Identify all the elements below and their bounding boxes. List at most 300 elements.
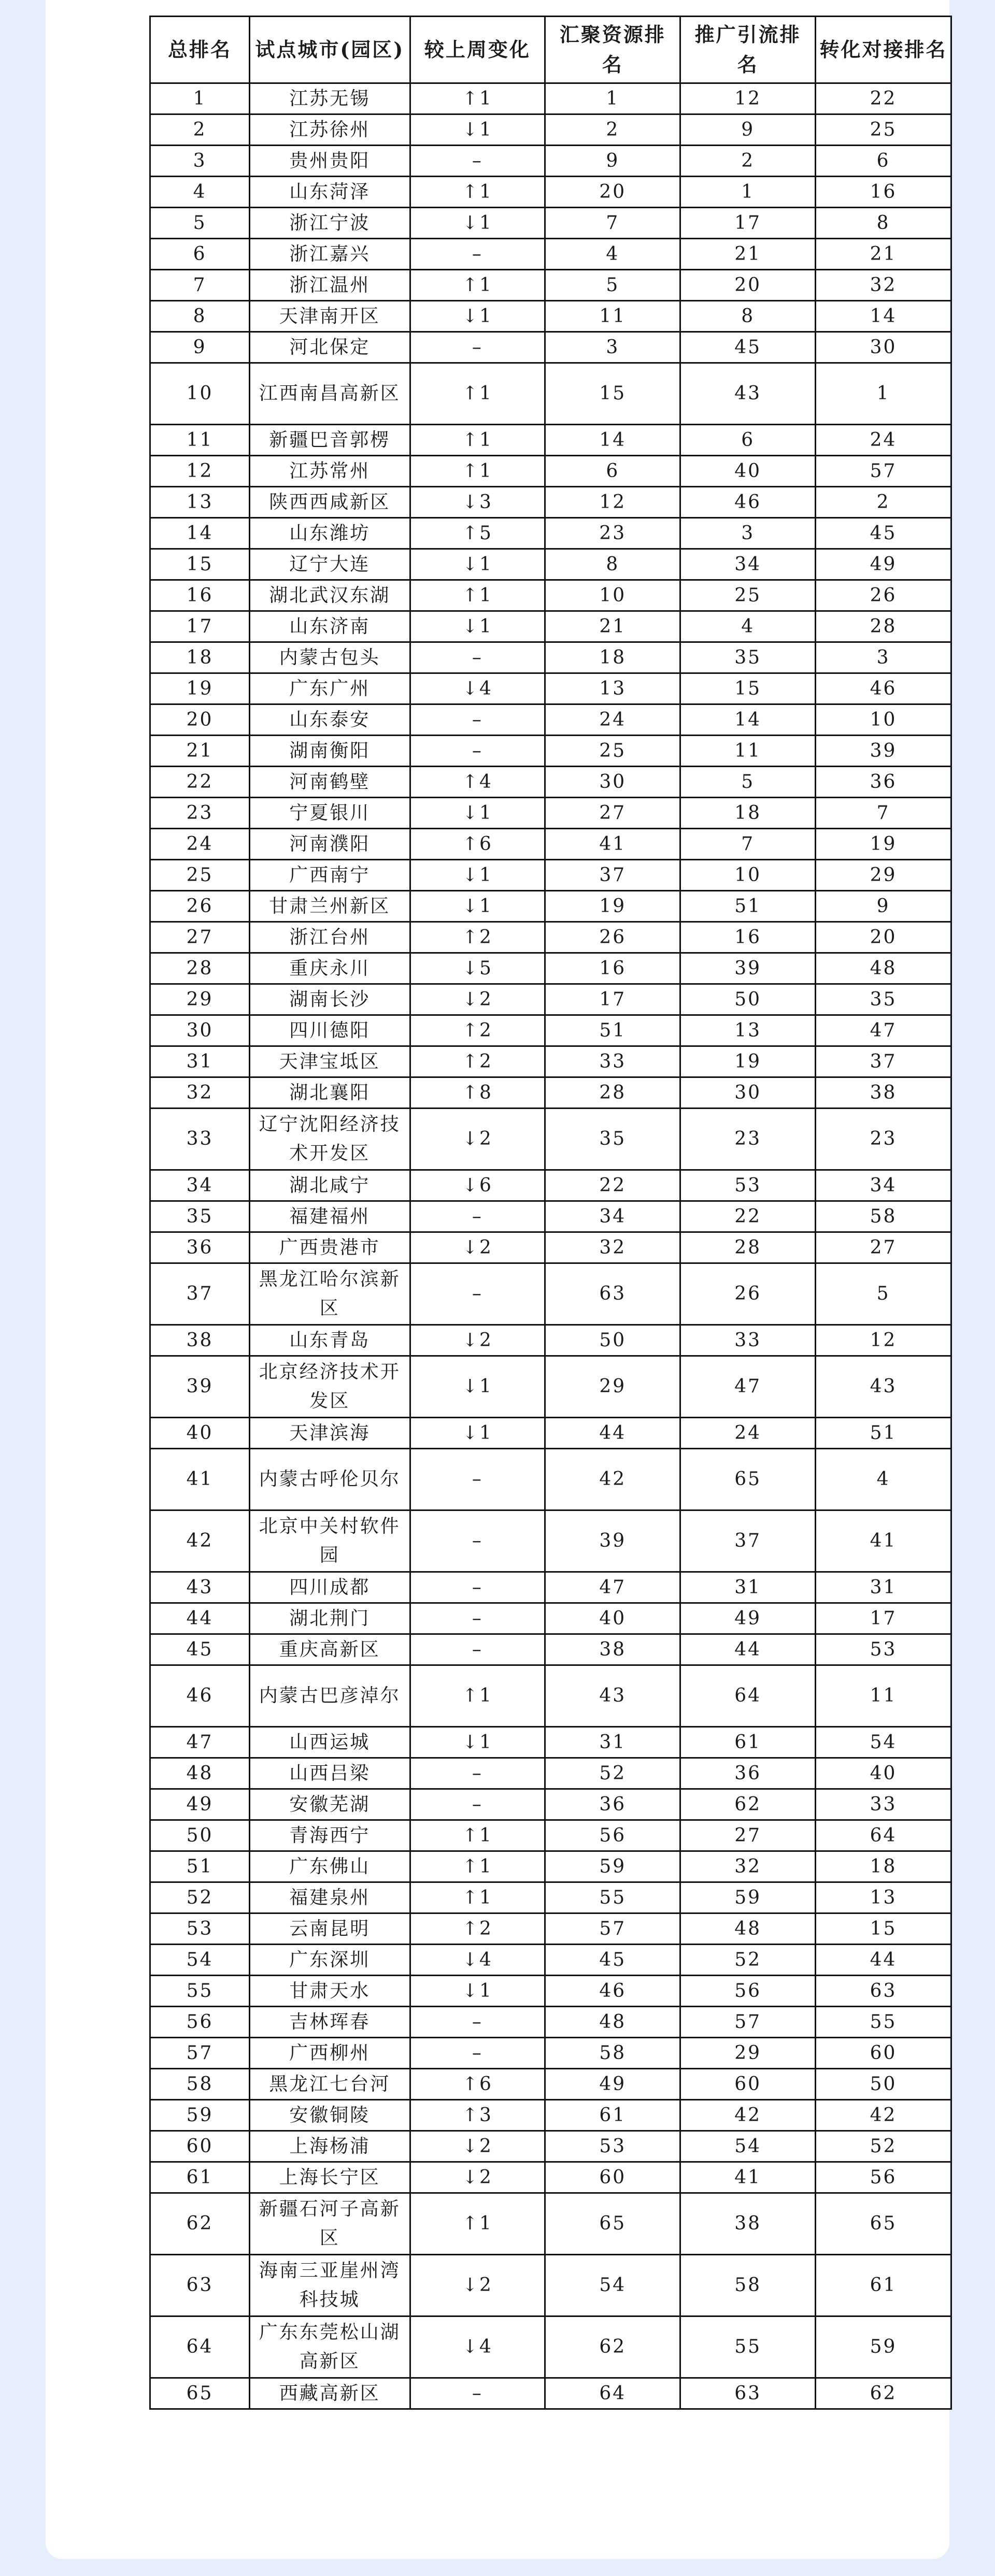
cell-weekly-change: ↓1 — [410, 1356, 545, 1418]
cell-weekly-change: ↓1 — [410, 208, 545, 239]
table-row — [150, 2316, 951, 2378]
cell-conversion-rank: 65 — [816, 2193, 951, 2255]
cell-weekly-change: – — [410, 1572, 545, 1603]
cell-resource-rank: 4 — [545, 239, 680, 270]
cell-promotion-rank: 1 — [680, 177, 816, 208]
table-row — [150, 1325, 951, 1356]
cell-promotion-rank: 7 — [680, 829, 816, 860]
table-row — [150, 301, 951, 332]
cell-total-rank: 63 — [150, 2255, 250, 2316]
cell-total-rank: 20 — [150, 704, 250, 736]
cell-resource-rank: 13 — [545, 673, 680, 704]
cell-promotion-rank: 25 — [680, 580, 816, 611]
cell-promotion-rank: 63 — [680, 2378, 816, 2409]
table-row — [150, 1634, 951, 1665]
cell-pilot-city: 宁夏银川 — [250, 798, 410, 829]
cell-total-rank: 65 — [150, 2378, 250, 2409]
cell-conversion-rank: 64 — [816, 1820, 951, 1851]
cell-promotion-rank: 53 — [680, 1170, 816, 1201]
cell-conversion-rank: 18 — [816, 1851, 951, 1882]
cell-conversion-rank: 49 — [816, 549, 951, 580]
cell-conversion-rank: 19 — [816, 829, 951, 860]
cell-resource-rank: 29 — [545, 1356, 680, 1418]
cell-weekly-change: ↑8 — [410, 1077, 545, 1109]
cell-pilot-city: 湖北咸宁 — [250, 1170, 410, 1201]
cell-conversion-rank: 16 — [816, 177, 951, 208]
cell-promotion-rank: 47 — [680, 1356, 816, 1418]
cell-pilot-city: 重庆高新区 — [250, 1634, 410, 1665]
cell-weekly-change: ↑1 — [410, 2193, 545, 2255]
cell-resource-rank: 21 — [545, 611, 680, 642]
cell-total-rank: 4 — [150, 177, 250, 208]
cell-promotion-rank: 12 — [680, 83, 816, 114]
cell-total-rank: 35 — [150, 1201, 250, 1232]
cell-total-rank: 37 — [150, 1263, 250, 1325]
cell-pilot-city: 四川德阳 — [250, 1015, 410, 1046]
cell-total-rank: 9 — [150, 332, 250, 363]
cell-promotion-rank: 38 — [680, 2193, 816, 2255]
table-row — [150, 1263, 951, 1325]
cell-conversion-rank: 10 — [816, 704, 951, 736]
cell-weekly-change: ↓3 — [410, 487, 545, 518]
cell-promotion-rank: 42 — [680, 2100, 816, 2131]
cell-resource-rank: 25 — [545, 736, 680, 767]
cell-conversion-rank: 56 — [816, 2162, 951, 2193]
table-row — [150, 425, 951, 456]
cell-promotion-rank: 36 — [680, 1758, 816, 1789]
cell-weekly-change: ↓2 — [410, 984, 545, 1015]
cell-weekly-change: – — [410, 736, 545, 767]
cell-conversion-rank: 39 — [816, 736, 951, 767]
cell-resource-rank: 56 — [545, 1820, 680, 1851]
cell-resource-rank: 64 — [545, 2378, 680, 2409]
cell-resource-rank: 61 — [545, 2100, 680, 2131]
cell-promotion-rank: 16 — [680, 922, 816, 953]
cell-pilot-city: 贵州贵阳 — [250, 146, 410, 177]
cell-total-rank: 12 — [150, 456, 250, 487]
cell-weekly-change: ↑6 — [410, 2069, 545, 2100]
cell-weekly-change: ↓4 — [410, 673, 545, 704]
cell-resource-rank: 15 — [545, 363, 680, 425]
cell-resource-rank: 52 — [545, 1758, 680, 1789]
table-row — [150, 549, 951, 580]
table-row — [150, 239, 951, 270]
cell-promotion-rank: 50 — [680, 984, 816, 1015]
cell-pilot-city: 广西南宁 — [250, 860, 410, 891]
cell-total-rank: 54 — [150, 1945, 250, 1976]
cell-total-rank: 47 — [150, 1727, 250, 1758]
header-conversion-rank: 转化对接排名 — [816, 17, 951, 83]
cell-pilot-city: 安徽芜湖 — [250, 1789, 410, 1820]
cell-total-rank: 19 — [150, 673, 250, 704]
cell-pilot-city: 江苏徐州 — [250, 114, 410, 146]
table-row — [150, 829, 951, 860]
cell-promotion-rank: 29 — [680, 2038, 816, 2069]
cell-pilot-city: 内蒙古包头 — [250, 642, 410, 673]
cell-pilot-city: 天津滨海 — [250, 1418, 410, 1449]
cell-resource-rank: 55 — [545, 1882, 680, 1913]
cell-promotion-rank: 37 — [680, 1510, 816, 1572]
cell-pilot-city: 海南三亚崖州湾科技城 — [250, 2255, 410, 2316]
cell-resource-rank: 42 — [545, 1449, 680, 1510]
cell-total-rank: 36 — [150, 1232, 250, 1263]
cell-pilot-city: 江苏无锡 — [250, 83, 410, 114]
cell-resource-rank: 28 — [545, 1077, 680, 1109]
cell-conversion-rank: 14 — [816, 301, 951, 332]
cell-conversion-rank: 53 — [816, 1634, 951, 1665]
table-row — [150, 673, 951, 704]
cell-conversion-rank: 58 — [816, 1201, 951, 1232]
cell-pilot-city: 安徽铜陵 — [250, 2100, 410, 2131]
cell-resource-rank: 32 — [545, 1232, 680, 1263]
cell-conversion-rank: 35 — [816, 984, 951, 1015]
cell-promotion-rank: 15 — [680, 673, 816, 704]
cell-pilot-city: 广西柳州 — [250, 2038, 410, 2069]
table-row — [150, 2038, 951, 2069]
cell-resource-rank: 62 — [545, 2316, 680, 2378]
cell-pilot-city: 山东青岛 — [250, 1325, 410, 1356]
cell-conversion-rank: 50 — [816, 2069, 951, 2100]
cell-weekly-change: ↓1 — [410, 1976, 545, 2007]
cell-promotion-rank: 8 — [680, 301, 816, 332]
cell-weekly-change: ↑2 — [410, 1913, 545, 1945]
cell-resource-rank: 41 — [545, 829, 680, 860]
cell-pilot-city: 广东佛山 — [250, 1851, 410, 1882]
cell-conversion-rank: 24 — [816, 425, 951, 456]
cell-weekly-change: ↓4 — [410, 2316, 545, 2378]
cell-total-rank: 52 — [150, 1882, 250, 1913]
cell-resource-rank: 26 — [545, 922, 680, 953]
cell-total-rank: 43 — [150, 1572, 250, 1603]
cell-conversion-rank: 7 — [816, 798, 951, 829]
cell-resource-rank: 7 — [545, 208, 680, 239]
cell-pilot-city: 湖南衡阳 — [250, 736, 410, 767]
cell-pilot-city: 湖北荆门 — [250, 1603, 410, 1634]
cell-conversion-rank: 34 — [816, 1170, 951, 1201]
cell-conversion-rank: 62 — [816, 2378, 951, 2409]
cell-promotion-rank: 14 — [680, 704, 816, 736]
table-row — [150, 518, 951, 549]
cell-resource-rank: 33 — [545, 1046, 680, 1077]
ranking-table — [149, 16, 952, 2410]
cell-total-rank: 21 — [150, 736, 250, 767]
cell-pilot-city: 内蒙古呼伦贝尔 — [250, 1449, 410, 1510]
table-row — [150, 208, 951, 239]
cell-resource-rank: 54 — [545, 2255, 680, 2316]
cell-resource-rank: 17 — [545, 984, 680, 1015]
cell-weekly-change: ↑1 — [410, 270, 545, 301]
cell-resource-rank: 37 — [545, 860, 680, 891]
cell-conversion-rank: 63 — [816, 1976, 951, 2007]
table-row — [150, 798, 951, 829]
cell-weekly-change: ↓2 — [410, 1109, 545, 1170]
cell-resource-rank: 12 — [545, 487, 680, 518]
cell-total-rank: 30 — [150, 1015, 250, 1046]
table-row — [150, 1882, 951, 1913]
cell-pilot-city: 江西南昌高新区 — [250, 363, 410, 425]
cell-total-rank: 3 — [150, 146, 250, 177]
cell-pilot-city: 甘肃兰州新区 — [250, 891, 410, 922]
cell-conversion-rank: 30 — [816, 332, 951, 363]
cell-weekly-change: ↑4 — [410, 767, 545, 798]
table-row — [150, 1232, 951, 1263]
cell-weekly-change: ↓2 — [410, 1232, 545, 1263]
cell-pilot-city: 北京经济技术开发区 — [250, 1356, 410, 1418]
table-row — [150, 1976, 951, 2007]
cell-resource-rank: 5 — [545, 270, 680, 301]
cell-pilot-city: 云南昆明 — [250, 1913, 410, 1945]
cell-total-rank: 24 — [150, 829, 250, 860]
table-row — [150, 1046, 951, 1077]
cell-pilot-city: 新疆石河子高新区 — [250, 2193, 410, 2255]
cell-promotion-rank: 22 — [680, 1201, 816, 1232]
cell-pilot-city: 重庆永川 — [250, 953, 410, 984]
cell-promotion-rank: 46 — [680, 487, 816, 518]
cell-pilot-city: 四川成都 — [250, 1572, 410, 1603]
table-row — [150, 1665, 951, 1727]
cell-total-rank: 29 — [150, 984, 250, 1015]
header-promotion-rank: 推广引流排名 — [680, 17, 816, 83]
cell-conversion-rank: 47 — [816, 1015, 951, 1046]
cell-total-rank: 39 — [150, 1356, 250, 1418]
cell-total-rank: 40 — [150, 1418, 250, 1449]
cell-promotion-rank: 60 — [680, 2069, 816, 2100]
table-row — [150, 642, 951, 673]
cell-pilot-city: 山东济南 — [250, 611, 410, 642]
cell-weekly-change: ↓1 — [410, 891, 545, 922]
table-row — [150, 580, 951, 611]
cell-promotion-rank: 54 — [680, 2131, 816, 2162]
cell-weekly-change: ↑1 — [410, 456, 545, 487]
cell-promotion-rank: 30 — [680, 1077, 816, 1109]
cell-promotion-rank: 35 — [680, 642, 816, 673]
table-row — [150, 767, 951, 798]
cell-pilot-city: 黑龙江七台河 — [250, 2069, 410, 2100]
cell-pilot-city: 山东潍坊 — [250, 518, 410, 549]
cell-conversion-rank: 22 — [816, 83, 951, 114]
cell-resource-rank: 18 — [545, 642, 680, 673]
cell-promotion-rank: 19 — [680, 1046, 816, 1077]
table-row — [150, 1572, 951, 1603]
cell-weekly-change: – — [410, 1603, 545, 1634]
cell-weekly-change: – — [410, 2007, 545, 2038]
cell-total-rank: 8 — [150, 301, 250, 332]
cell-weekly-change: – — [410, 2378, 545, 2409]
cell-conversion-rank: 57 — [816, 456, 951, 487]
table-row — [150, 1449, 951, 1510]
table-row — [150, 1510, 951, 1572]
cell-weekly-change: ↑1 — [410, 363, 545, 425]
cell-promotion-rank: 18 — [680, 798, 816, 829]
cell-pilot-city: 上海杨浦 — [250, 2131, 410, 2162]
cell-resource-rank: 1 — [545, 83, 680, 114]
cell-resource-rank: 59 — [545, 1851, 680, 1882]
cell-promotion-rank: 58 — [680, 2255, 816, 2316]
table-row — [150, 922, 951, 953]
table-row — [150, 1789, 951, 1820]
cell-pilot-city: 辽宁沈阳经济技术开发区 — [250, 1109, 410, 1170]
cell-resource-rank: 24 — [545, 704, 680, 736]
cell-total-rank: 27 — [150, 922, 250, 953]
cell-resource-rank: 60 — [545, 2162, 680, 2193]
cell-pilot-city: 青海西宁 — [250, 1820, 410, 1851]
cell-promotion-rank: 20 — [680, 270, 816, 301]
cell-resource-rank: 6 — [545, 456, 680, 487]
cell-weekly-change: ↓1 — [410, 860, 545, 891]
cell-weekly-change: ↑1 — [410, 1665, 545, 1727]
cell-resource-rank: 40 — [545, 1603, 680, 1634]
cell-resource-rank: 3 — [545, 332, 680, 363]
cell-pilot-city: 山东泰安 — [250, 704, 410, 736]
cell-conversion-rank: 36 — [816, 767, 951, 798]
cell-promotion-rank: 13 — [680, 1015, 816, 1046]
cell-resource-rank: 10 — [545, 580, 680, 611]
cell-conversion-rank: 26 — [816, 580, 951, 611]
cell-total-rank: 55 — [150, 1976, 250, 2007]
cell-pilot-city: 浙江宁波 — [250, 208, 410, 239]
cell-total-rank: 46 — [150, 1665, 250, 1727]
content-card — [46, 0, 949, 2559]
table-header-row — [150, 17, 951, 83]
table-row — [150, 2162, 951, 2193]
cell-conversion-rank: 3 — [816, 642, 951, 673]
cell-weekly-change: ↓1 — [410, 611, 545, 642]
cell-resource-rank: 45 — [545, 1945, 680, 1976]
cell-resource-rank: 47 — [545, 1572, 680, 1603]
cell-weekly-change: – — [410, 239, 545, 270]
cell-conversion-rank: 59 — [816, 2316, 951, 2378]
cell-weekly-change: – — [410, 1201, 545, 1232]
cell-total-rank: 11 — [150, 425, 250, 456]
cell-weekly-change: – — [410, 642, 545, 673]
table-row — [150, 1851, 951, 1882]
cell-weekly-change: ↓2 — [410, 2255, 545, 2316]
cell-promotion-rank: 43 — [680, 363, 816, 425]
cell-total-rank: 18 — [150, 642, 250, 673]
cell-conversion-rank: 42 — [816, 2100, 951, 2131]
cell-resource-rank: 19 — [545, 891, 680, 922]
cell-resource-rank: 30 — [545, 767, 680, 798]
cell-promotion-rank: 34 — [680, 549, 816, 580]
cell-pilot-city: 河北保定 — [250, 332, 410, 363]
table-row — [150, 1356, 951, 1418]
cell-resource-rank: 27 — [545, 798, 680, 829]
cell-pilot-city: 山西吕梁 — [250, 1758, 410, 1789]
cell-pilot-city: 广东东莞松山湖高新区 — [250, 2316, 410, 2378]
cell-conversion-rank: 21 — [816, 239, 951, 270]
cell-pilot-city: 北京中关村软件园 — [250, 1510, 410, 1572]
cell-total-rank: 60 — [150, 2131, 250, 2162]
cell-total-rank: 16 — [150, 580, 250, 611]
cell-conversion-rank: 8 — [816, 208, 951, 239]
cell-conversion-rank: 51 — [816, 1418, 951, 1449]
table-row — [150, 984, 951, 1015]
cell-conversion-rank: 60 — [816, 2038, 951, 2069]
table-row — [150, 1015, 951, 1046]
table-row — [150, 1201, 951, 1232]
cell-resource-rank: 44 — [545, 1418, 680, 1449]
cell-total-rank: 42 — [150, 1510, 250, 1572]
cell-conversion-rank: 38 — [816, 1077, 951, 1109]
cell-weekly-change: ↓2 — [410, 1325, 545, 1356]
cell-conversion-rank: 46 — [816, 673, 951, 704]
cell-pilot-city: 山西运城 — [250, 1727, 410, 1758]
cell-weekly-change: ↑3 — [410, 2100, 545, 2131]
cell-resource-rank: 14 — [545, 425, 680, 456]
cell-total-rank: 44 — [150, 1603, 250, 1634]
cell-promotion-rank: 28 — [680, 1232, 816, 1263]
table-body — [150, 83, 951, 2409]
cell-resource-rank: 50 — [545, 1325, 680, 1356]
cell-pilot-city: 河南鹤壁 — [250, 767, 410, 798]
cell-promotion-rank: 59 — [680, 1882, 816, 1913]
cell-promotion-rank: 21 — [680, 239, 816, 270]
cell-promotion-rank: 49 — [680, 1603, 816, 1634]
table-row — [150, 2255, 951, 2316]
cell-weekly-change: ↑5 — [410, 518, 545, 549]
cell-total-rank: 5 — [150, 208, 250, 239]
cell-conversion-rank: 23 — [816, 1109, 951, 1170]
table-row — [150, 891, 951, 922]
table-row — [150, 114, 951, 146]
cell-total-rank: 13 — [150, 487, 250, 518]
cell-weekly-change: – — [410, 1449, 545, 1510]
table-row — [150, 2131, 951, 2162]
cell-total-rank: 61 — [150, 2162, 250, 2193]
cell-promotion-rank: 62 — [680, 1789, 816, 1820]
cell-pilot-city: 湖北襄阳 — [250, 1077, 410, 1109]
table-row — [150, 860, 951, 891]
cell-total-rank: 58 — [150, 2069, 250, 2100]
cell-resource-rank: 49 — [545, 2069, 680, 2100]
cell-pilot-city: 湖南长沙 — [250, 984, 410, 1015]
cell-total-rank: 28 — [150, 953, 250, 984]
cell-total-rank: 32 — [150, 1077, 250, 1109]
cell-weekly-change: ↑6 — [410, 829, 545, 860]
cell-conversion-rank: 33 — [816, 1789, 951, 1820]
cell-total-rank: 45 — [150, 1634, 250, 1665]
header-resource-rank: 汇聚资源排名 — [545, 17, 680, 83]
cell-resource-rank: 20 — [545, 177, 680, 208]
table-row — [150, 736, 951, 767]
cell-total-rank: 33 — [150, 1109, 250, 1170]
cell-total-rank: 14 — [150, 518, 250, 549]
cell-promotion-rank: 52 — [680, 1945, 816, 1976]
cell-conversion-rank: 41 — [816, 1510, 951, 1572]
cell-conversion-rank: 28 — [816, 611, 951, 642]
cell-pilot-city: 广东深圳 — [250, 1945, 410, 1976]
cell-weekly-change: ↑2 — [410, 922, 545, 953]
cell-promotion-rank: 9 — [680, 114, 816, 146]
cell-resource-rank: 16 — [545, 953, 680, 984]
cell-conversion-rank: 20 — [816, 922, 951, 953]
cell-resource-rank: 57 — [545, 1913, 680, 1945]
cell-total-rank: 1 — [150, 83, 250, 114]
cell-promotion-rank: 48 — [680, 1913, 816, 1945]
table-row — [150, 1913, 951, 1945]
cell-weekly-change: ↓1 — [410, 549, 545, 580]
cell-resource-rank: 65 — [545, 2193, 680, 2255]
table-row — [150, 1820, 951, 1851]
header-weekly-change: 较上周变化 — [410, 17, 545, 83]
cell-total-rank: 51 — [150, 1851, 250, 1882]
cell-conversion-rank: 31 — [816, 1572, 951, 1603]
cell-promotion-rank: 17 — [680, 208, 816, 239]
cell-pilot-city: 浙江嘉兴 — [250, 239, 410, 270]
cell-conversion-rank: 2 — [816, 487, 951, 518]
cell-conversion-rank: 37 — [816, 1046, 951, 1077]
cell-conversion-rank: 9 — [816, 891, 951, 922]
